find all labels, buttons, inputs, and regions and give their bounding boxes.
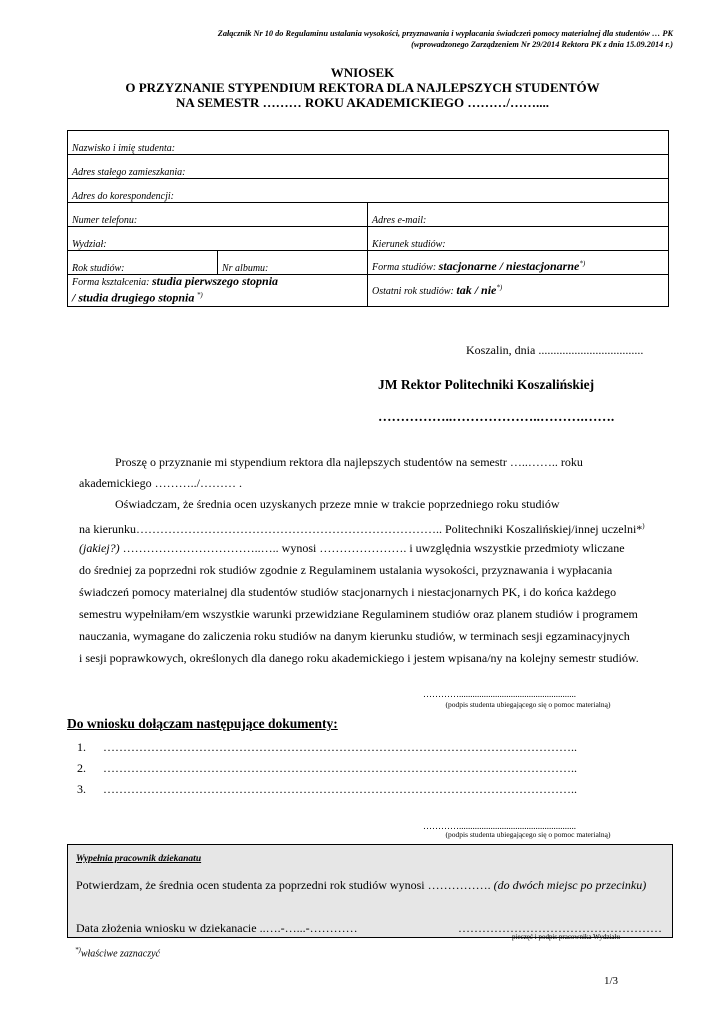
declaration-line-6: semestru wypełniłam/em wszystkie warunki przewidziane Regulaminem studiów oraz planem studiów i programem xyxy=(79,607,638,621)
declaration-line-4: do średniej za poprzedni rok studiów zgodnie z Regulaminem ustalania wysokości, przyznawania i wypłacania xyxy=(79,563,613,577)
addressee-dots: ……………..………………..……….……. xyxy=(378,409,615,424)
address-field[interactable]: Adres stałego zamieszkania: xyxy=(68,155,669,179)
declaration-line-5: świadczeń pomocy materialnej dla studentów studiów stacjonarnych i niestacjonarnych PK, i do końca każdego xyxy=(79,585,617,599)
field-of-study-field[interactable]: Kierunek studiów: xyxy=(368,227,669,251)
declaration-line-2-sup: ) xyxy=(642,522,645,530)
last-year-label: Ostatni rok studiów: xyxy=(372,286,457,297)
footnote xyxy=(75,946,160,959)
last-year-field[interactable] xyxy=(368,275,669,307)
attachment-num-2: 2. xyxy=(77,761,86,775)
education-form-sup: *) xyxy=(196,291,203,299)
dean-box-confirm[interactable] xyxy=(76,878,646,893)
attachment-dots-3: ……………………………………………………………………………………………………….. xyxy=(103,782,577,796)
student-signature-2-dots[interactable]: ………….................................................... xyxy=(423,821,576,831)
declaration-line-3-italic: (jakiej?) xyxy=(79,541,120,555)
attachment-dots-1: ……………………………………………………………………………………………………….. xyxy=(103,740,577,754)
request-line-1: Proszę o przyznanie mi stypendium rektora dla najlepszych studentów na semestr …..…….. roku xyxy=(115,455,583,469)
form-of-studies-value: stacjonarne / niestacjonarne xyxy=(438,259,580,273)
dean-box-sign-dots[interactable]: …………………………………………… xyxy=(458,921,662,935)
attachment-item-2[interactable] xyxy=(77,761,577,776)
last-year-sup: *) xyxy=(496,283,503,292)
header-line-2: (wprowadzonego Zarządzeniem Nr 29/2014 Rektora PK z dnia 15.09.2014 r.) xyxy=(411,40,673,49)
education-form-field[interactable] xyxy=(68,275,368,307)
declaration-line-1: Oświadczam, że średnia ocen uzyskanych przeze mnie w trakcie poprzedniego roku studiów xyxy=(115,497,560,511)
attachment-dots-2: ……………………………………………………………………………………………………….. xyxy=(103,761,577,775)
faculty-field[interactable]: Wydział: xyxy=(68,227,368,251)
addressee-title: JM Rektor Politechniki Koszalińskiej xyxy=(378,377,595,392)
footnote-text: właściwe zaznaczyć xyxy=(80,948,160,960)
footnote-sup: *) xyxy=(75,946,81,954)
form-of-studies-sup: *) xyxy=(579,259,586,268)
album-field[interactable]: Nr albumu: xyxy=(218,251,368,275)
student-signature-dots[interactable]: ………….................................................... xyxy=(423,689,576,699)
email-field[interactable]: Adres e-mail: xyxy=(368,203,669,227)
student-data-table xyxy=(67,130,669,307)
phone-field[interactable]: Numer telefonu: xyxy=(68,203,368,227)
education-form-label: Forma kształcenia: xyxy=(72,277,152,288)
dean-box-confirm-italic: (do dwóch miejsc po przecinku) xyxy=(493,878,647,892)
title-line-2: O PRZYZNANIE STYPENDIUM REKTORA DLA NAJLEPSZYCH STUDENTÓW xyxy=(125,80,600,95)
form-of-studies-label: Forma studiów: xyxy=(372,262,439,273)
dean-office-box xyxy=(67,844,673,941)
page-number: 1/3 xyxy=(604,975,619,987)
name-field[interactable]: Nazwisko i imię studenta: xyxy=(68,131,669,155)
form-of-studies-field[interactable] xyxy=(368,251,669,275)
declaration-line-3-text: ……………………………..….. wynosi …………………. i uwzględnia wszystkie przedmioty wliczane xyxy=(119,541,625,555)
dean-box-date[interactable]: Data złożenia wniosku w dziekanacie ..….-…...-………… xyxy=(76,921,358,935)
attachments-heading: Do wniosku dołączam następujące dokumenty: xyxy=(67,716,338,731)
place-date[interactable]: Koszalin, dnia ................................... xyxy=(466,343,644,357)
title-line-3: NA SEMESTR ……… ROKU AKADEMICKIEGO ………/…….... xyxy=(175,95,550,110)
last-year-value: tak / nie xyxy=(456,283,497,297)
request-line-2: akademickiego ………../……… . xyxy=(79,476,242,490)
title-wniosek: WNIOSEK xyxy=(330,65,395,80)
header-line-1: Załącznik Nr 10 do Regulaminu ustalania wysokości, przyznawania i wypłacania świadczeń pomocy materialnej dla studentów … PK xyxy=(217,29,673,38)
student-signature-2-caption: (podpis studenta ubiegającego się o pomoc materialną) xyxy=(445,830,611,839)
dean-box-sign-caption: pieczęć i podpis pracownika Wydziału xyxy=(512,933,620,941)
corr-address-field[interactable]: Adres do korespondencji: xyxy=(68,179,669,203)
declaration-line-8: i sesji poprawkowych, określonych dla danego roku akademickiego i jestem wpisana/ny na kolejny semestr studiów. xyxy=(79,651,639,665)
student-signature-caption: (podpis studenta ubiegającego się o pomoc materialną) xyxy=(445,700,611,709)
declaration-line-3 xyxy=(79,537,625,559)
attachment-item-3[interactable] xyxy=(77,782,577,797)
declaration-line-7: nauczania, wymagane do zaliczenia roku studiów na danym kierunku studiów, w terminach sesji egzaminacyjnych xyxy=(79,629,630,643)
education-form-value-2: / studia drugiego stopnia xyxy=(72,290,195,305)
attachment-item-1[interactable] xyxy=(77,740,577,755)
attachment-num-1: 1. xyxy=(77,740,86,754)
declaration-line-2-text: na kierunku………………………………………………………………….. Politechniki Koszalińskiej/innej uczelni* xyxy=(79,522,643,536)
year-field[interactable]: Rok studiów: xyxy=(68,251,218,275)
dean-box-heading: Wypełnia pracownik dziekanatu xyxy=(76,854,202,864)
dean-box-confirm-text: Potwierdzam, że średnia ocen studenta za poprzedni rok studiów wynosi ……………. xyxy=(76,878,491,892)
education-form-value-1: studia pierwszego stopnia xyxy=(152,274,279,288)
attachment-num-3: 3. xyxy=(77,782,86,796)
